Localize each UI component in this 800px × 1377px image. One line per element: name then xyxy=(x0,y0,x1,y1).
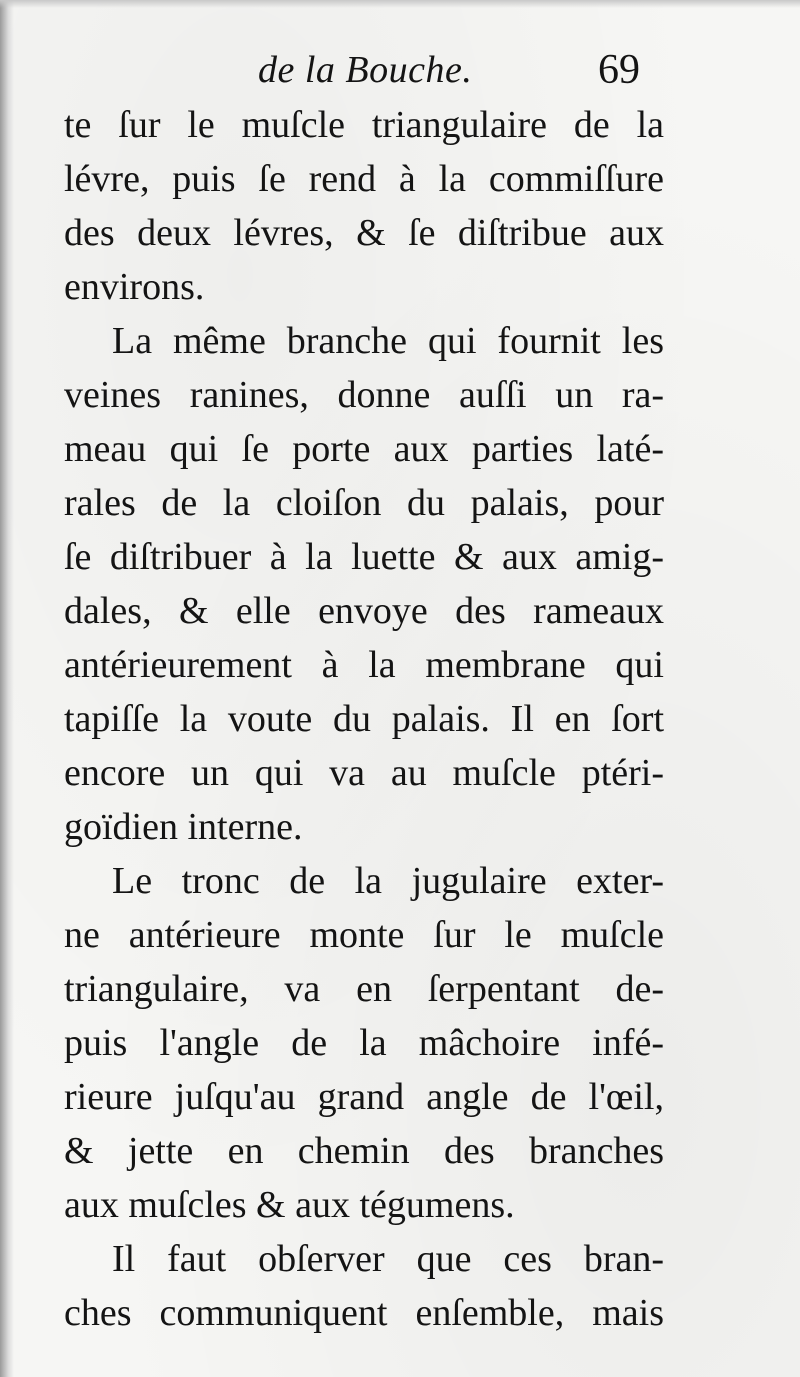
text-line: te ſur le muſcle triangulaire de la xyxy=(64,104,664,146)
text-line: veines ranines, donne auſſi un ra- xyxy=(64,374,664,416)
text-line: puis l'angle de la mâchoire infé- xyxy=(64,1022,664,1064)
text-line: La même branche qui fournit les xyxy=(112,320,664,362)
text-line: Le tronc de la jugulaire exter- xyxy=(112,860,664,902)
body-text xyxy=(64,98,664,1340)
text-line: rieure juſqu'au grand angle de l'œil, xyxy=(64,1076,664,1118)
page-top-shadow xyxy=(0,0,800,8)
text-line: & jette en chemin des branches xyxy=(64,1130,664,1172)
text-line: environs. xyxy=(64,266,205,308)
text-line: antérieurement à la membrane qui xyxy=(64,644,664,686)
text-line: Il faut obſerver que ces bran- xyxy=(112,1238,664,1280)
running-head: de la Bouche. xyxy=(258,49,473,91)
text-line: ches communiquent enſemble, mais xyxy=(64,1292,664,1334)
text-line: lévre, puis ſe rend à la commiſſure xyxy=(64,158,664,200)
text-line: ſe diſtribuer à la luette & aux amig- xyxy=(64,536,664,578)
text-line: goïdien interne. xyxy=(64,806,303,848)
text-line: encore un qui va au muſcle ptéri- xyxy=(64,752,664,794)
page-gutter-shadow xyxy=(0,0,14,1377)
text-line: rales de la cloiſon du palais, pour xyxy=(64,482,664,524)
text-line: ne antérieure monte ſur le muſcle xyxy=(64,914,664,956)
text-line: tapiſſe la voute du palais. Il en ſort xyxy=(64,698,664,740)
text-line: meau qui ſe porte aux parties laté- xyxy=(64,428,664,470)
page-number: 69 xyxy=(598,47,640,93)
text-line: triangulaire, va en ſerpentant de- xyxy=(64,968,664,1010)
text-line: aux muſcles & aux tégumens. xyxy=(64,1184,515,1226)
text-line: dales, & elle envoye des rameaux xyxy=(64,590,664,632)
text-line: des deux lévres, & ſe diſtribue aux xyxy=(64,212,664,254)
